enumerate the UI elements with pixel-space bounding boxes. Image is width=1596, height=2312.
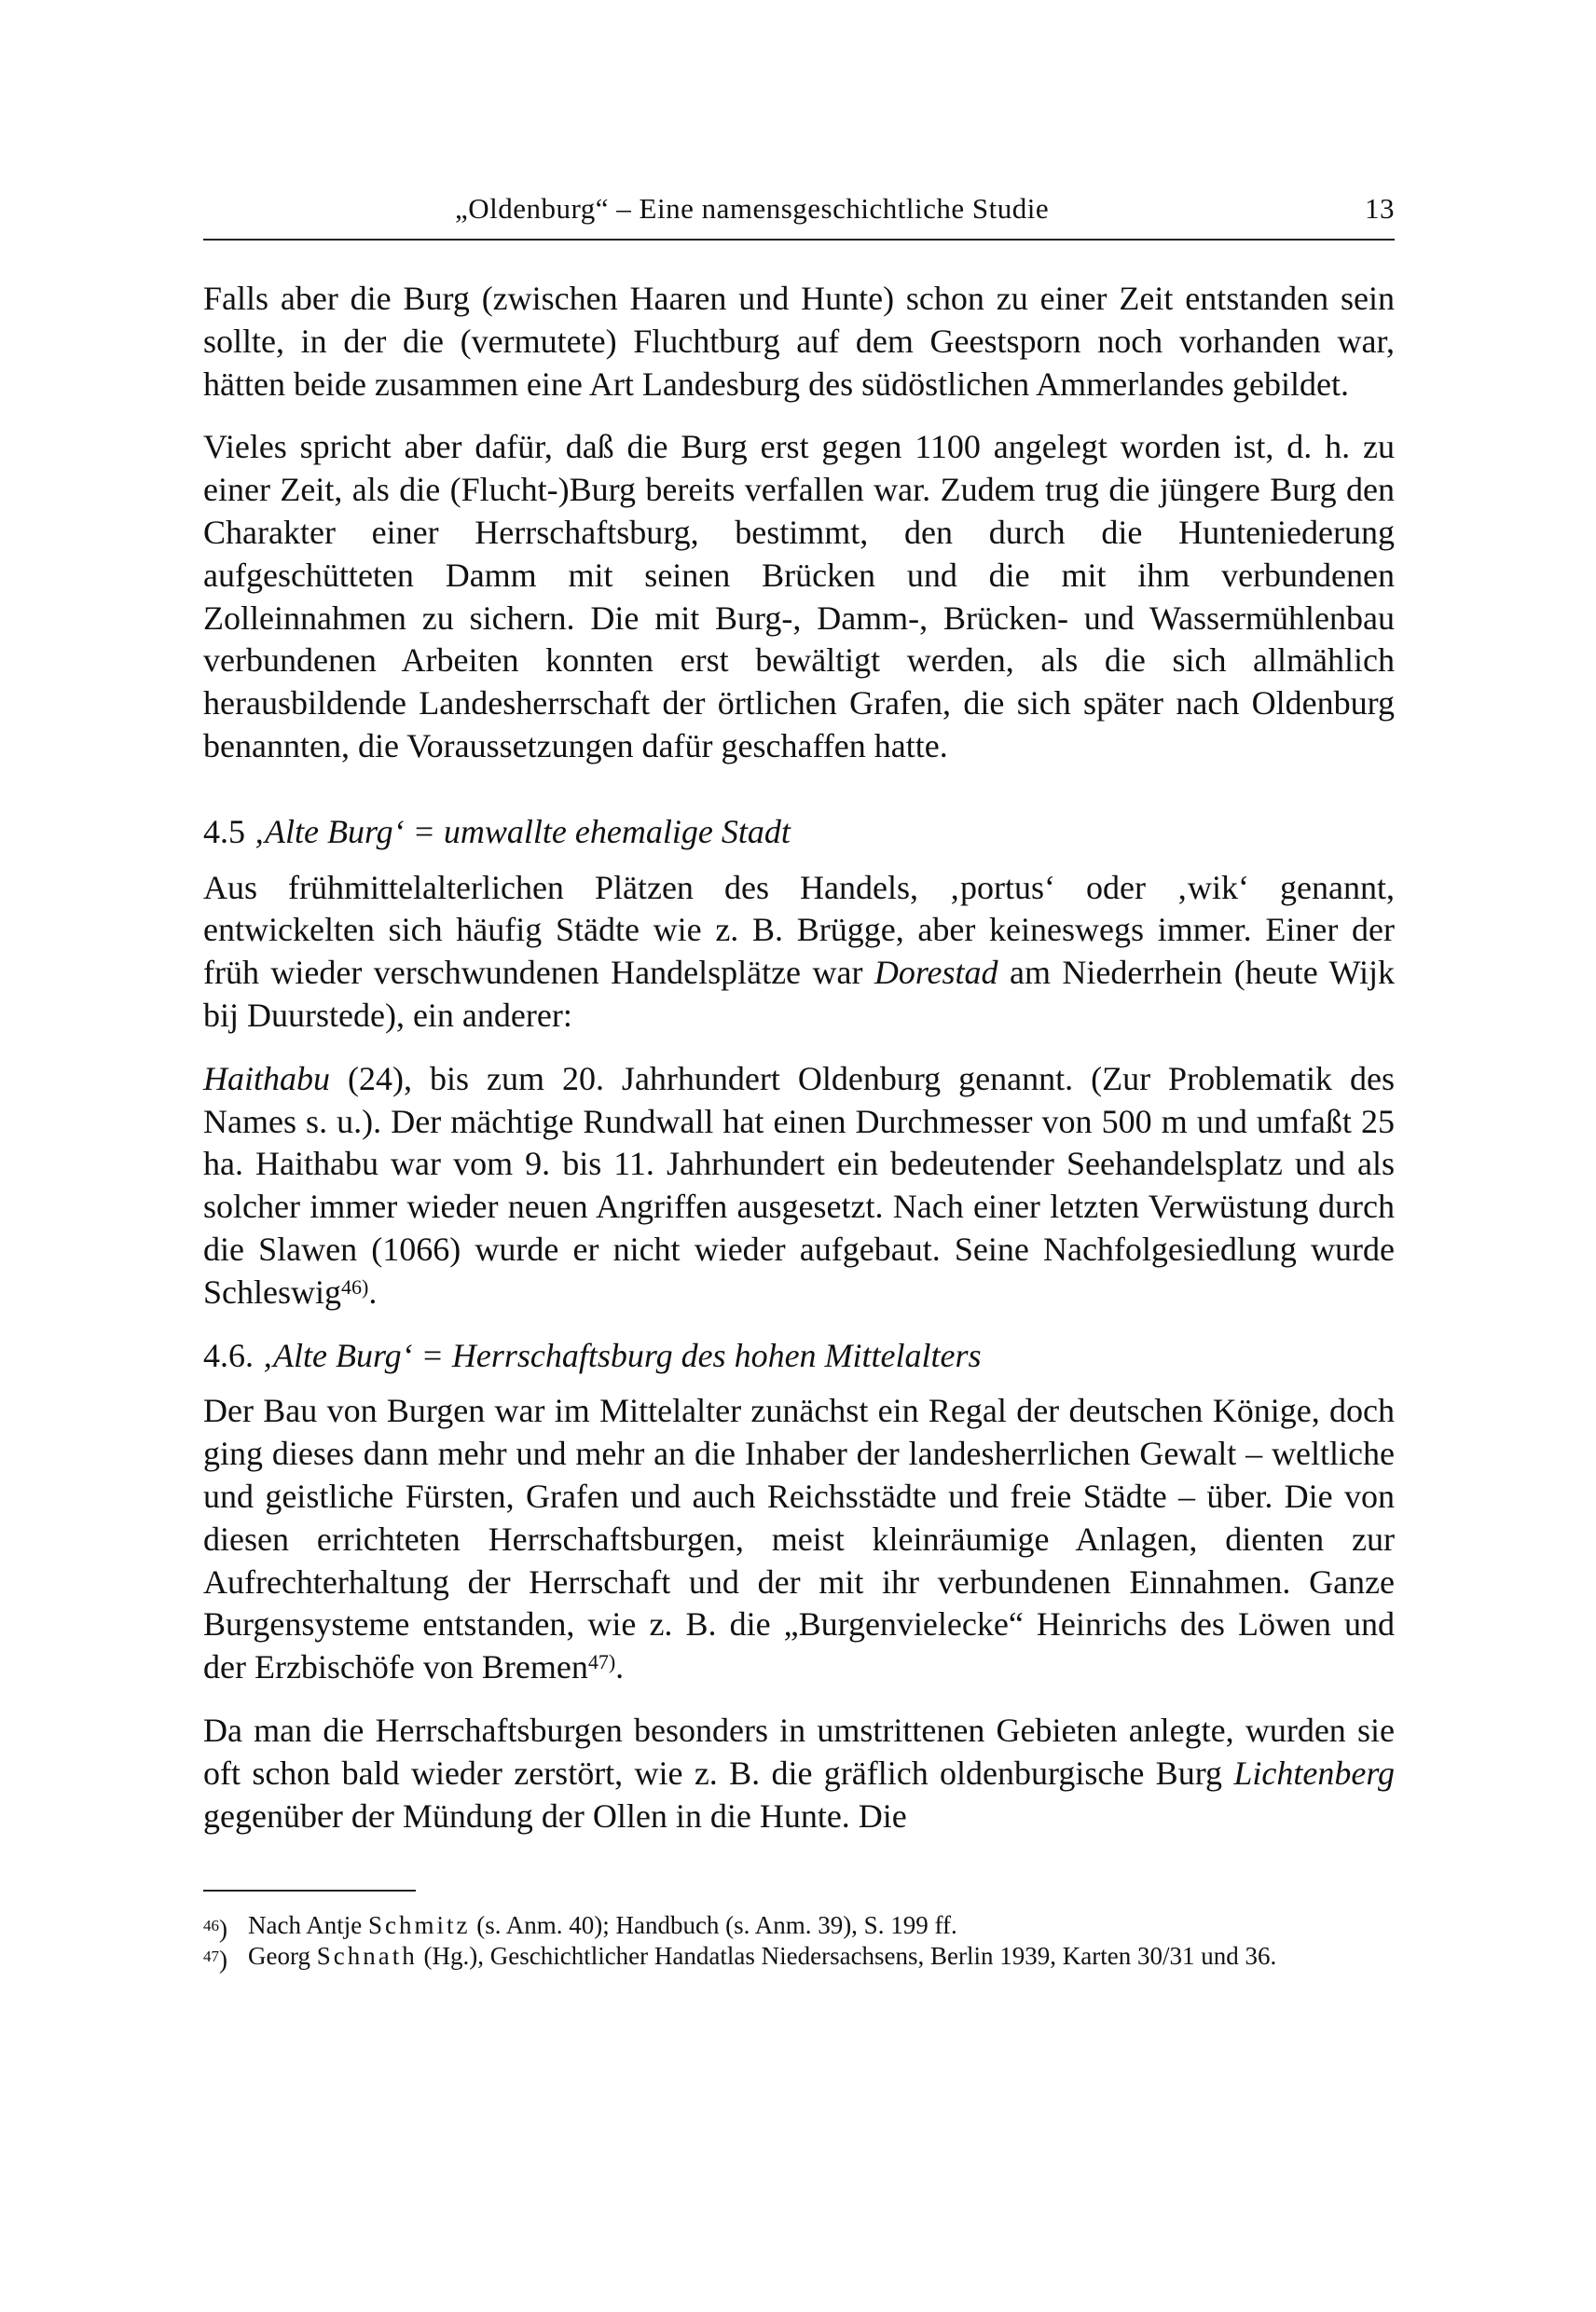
footnote-text-post: (s. Anm. 40); Handbuch (s. Anm. 39), S. 199 ff. xyxy=(476,1911,957,1940)
place-name-haithabu: Haithabu xyxy=(203,1059,331,1097)
paragraph-4-text: (24), bis zum 20. Jahrhundert Oldenburg genannt. (Zur Problematik des Names s. u.). Der mächtige Rundwall hat einen Durchmesser von 500 m und umfaßt 25 ha. Haithabu war vom 9. bis 11. Jahrhundert ein bedeutender Seehandelsplatz und als solcher immer wieder neuen Angriffen ausgesetzt. Nach einer letzten Verwüstung durch die Slawen (1066) wurde er nicht wieder aufgebaut. Seine Nachfolgesiedlung wurde Schleswig xyxy=(203,1059,1396,1311)
footnote-47 xyxy=(203,1941,1395,1975)
paragraph-5 xyxy=(203,1390,1395,1689)
running-head xyxy=(203,192,1395,233)
section-title: ‚Alte Burg‘ = umwallte ehemalige Stadt xyxy=(254,812,791,850)
section-heading-4-5 xyxy=(203,811,1395,854)
footnotes xyxy=(203,1910,1395,1975)
footnote-rule xyxy=(203,1890,416,1892)
page xyxy=(203,192,1396,1975)
paragraph-4 xyxy=(203,1058,1395,1314)
paragraph-4-end: . xyxy=(368,1273,378,1311)
place-name-lichtenberg: Lichtenberg xyxy=(1233,1754,1396,1792)
header-rule xyxy=(203,239,1395,241)
section-title: ‚Alte Burg‘ = Herrschaftsburg des hohen Mittelalters xyxy=(262,1336,982,1374)
footnote-number: $^{47}$) xyxy=(203,1946,227,1975)
paragraph-2: Vieles spricht aber dafür, daß die Burg erst gegen 1100 angelegt worden ist, d. h. zu einer Zeit, als die (Flucht-)Burg bereits verfallen war. Zudem trug die jüngere Burg den Charakter einer Herrschaftsburg, bestimmt, den durch die Hunteniederung aufgeschütteten Damm mit seinen Brücken und die mit ihm verbundenen Zolleinnahmen zu sichern. Die mit Burg-, Damm-, Brücken- und Wassermühlenbau verbundenen Arbeiten konnten erst bewältigt werden, als die sich allmählich herausbildende Landesherrschaft der örtlichen Grafen, die sich später nach Oldenburg benannten, die Voraussetzungen dafür geschaffen hatte. xyxy=(203,428,1395,764)
paragraph-3 xyxy=(203,867,1395,1038)
running-head-title: „Oldenburg“ – Eine namensgeschichtliche Studie xyxy=(455,192,1050,225)
place-name-dorestad: Dorestad xyxy=(874,954,998,992)
paragraph-6 xyxy=(203,1710,1395,1837)
paragraph-1: Falls aber die Burg (zwischen Haaren und Hunte) schon zu einer Zeit entstanden sein sollte, in der die (vermutete) Fluchtburg auf dem Geestsporn noch vorhanden war, hätten beide zusammen eine Art Landesburg des südöstlichen Ammerlandes gebildet. xyxy=(203,280,1395,403)
paragraph-3-end: am Niederrhein (heute Wijk bij Duurstede), ein anderer: xyxy=(203,954,1396,1034)
author-name: Schnath xyxy=(316,1942,418,1971)
author-name: Schmitz xyxy=(367,1911,471,1940)
section-number: 4.6. xyxy=(203,1336,254,1374)
footnote-number-value: 46 xyxy=(203,1917,219,1935)
page-number: 13 xyxy=(1365,192,1395,225)
footnote-text-post: (Hg.), Geschichtlicher Handatlas Niedersachsens, Berlin 1939, Karten 30/31 und 36. xyxy=(423,1942,1277,1971)
section-heading-4-6 xyxy=(203,1335,1395,1378)
body-text xyxy=(203,278,1395,1837)
footnote-number-value: 47 xyxy=(203,1947,219,1966)
paragraph-6-end: gegenüber der Mündung der Ollen in die Hunte. Die xyxy=(203,1796,907,1835)
footnote-ref-46: 46) xyxy=(341,1274,369,1299)
footnote-46 xyxy=(203,1910,1395,1944)
footnote-ref-47: 47) xyxy=(587,1650,616,1674)
footnote-number: $^{46}$) xyxy=(203,1915,227,1944)
paragraph-5-end: . xyxy=(615,1648,625,1686)
paragraph-5-text: Der Bau von Burgen war im Mittelalter zunächst ein Regal der deutschen Könige, doch ging dieses dann mehr und mehr an die Inhaber der landesherrlichen Gewalt – weltliche und geistliche Fürsten, Grafen und auch Reichsstädte und freie Städte – über. Die von diesen errichteten Herrschaftsburgen, meist kleinräumige Anlagen, dienten zur Aufrechterhaltung der Herrschaft und der mit ihr verbundenen Einnahmen. Ganze Burgensysteme entstanden, wie z. B. die „Burgenvielecke“ Heinrichs des Löwen und der Erzbischöfe von Bremen xyxy=(203,1392,1395,1686)
section-number: 4.5 xyxy=(203,812,245,850)
footnote-text-pre: Georg xyxy=(248,1942,310,1971)
footnote-text-pre: Nach Antje xyxy=(248,1911,363,1940)
paragraph-6-text: Da man die Herrschaftsburgen besonders in umstrittenen Gebieten anlegte, wurden sie oft schon bald wieder zerstört, wie z. B. die gräflich oldenburgische Burg xyxy=(203,1711,1395,1792)
paragraph-3-text: Aus frühmittelalterlichen Plätzen des Handels, ‚portus‘ oder ‚wik‘ genannt, entwickelten sich häufig Städte wie z. B. Brügge, aber keineswegs immer. Einer der früh wieder verschwundenen Handelsplätze war xyxy=(203,868,1395,992)
